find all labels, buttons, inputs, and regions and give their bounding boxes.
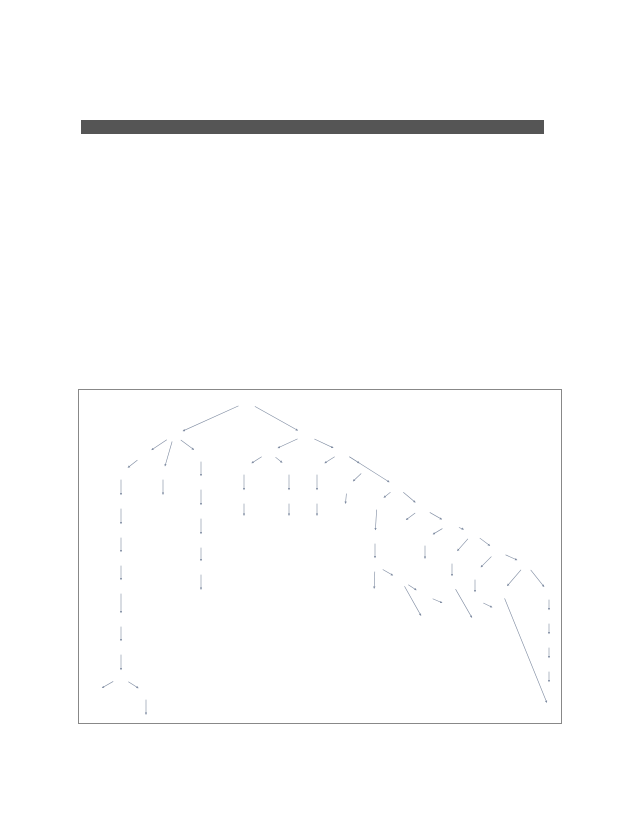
tree-edge bbox=[531, 570, 544, 587]
tree-edge bbox=[433, 529, 442, 535]
tree-edge bbox=[433, 599, 442, 603]
tree-edge bbox=[128, 682, 138, 688]
tree-edge bbox=[325, 457, 335, 463]
tree-edge bbox=[481, 557, 491, 567]
tree-edge bbox=[457, 539, 468, 551]
tree-edge bbox=[483, 603, 492, 607]
tree-edge bbox=[408, 585, 416, 590]
tree-edge bbox=[404, 586, 420, 615]
tree-edge bbox=[456, 589, 472, 617]
tree-edge bbox=[275, 457, 282, 462]
tree-edge bbox=[480, 538, 490, 546]
tree-edge bbox=[183, 406, 238, 431]
tree-edge bbox=[252, 457, 262, 463]
tree-edge bbox=[278, 439, 298, 448]
tree-edge bbox=[430, 512, 442, 519]
tree-edge bbox=[349, 457, 389, 482]
tree-edge bbox=[255, 406, 298, 430]
tree-edge bbox=[507, 570, 521, 586]
rules-table bbox=[81, 120, 544, 134]
tree-edge bbox=[165, 441, 172, 466]
tree-edge bbox=[459, 527, 464, 529]
tree-edge bbox=[383, 569, 393, 575]
tree-edge bbox=[128, 460, 137, 467]
tree-edge bbox=[384, 492, 391, 497]
tree-edge bbox=[403, 492, 415, 502]
decision-tree-svg bbox=[79, 390, 561, 723]
tree-edge bbox=[375, 510, 376, 530]
rule-code-cell bbox=[82, 133, 179, 134]
tree-edge bbox=[314, 439, 333, 448]
tree-edge bbox=[374, 572, 375, 589]
tree-edge bbox=[181, 440, 194, 450]
tree-edge bbox=[505, 598, 547, 702]
tree-edge bbox=[345, 494, 346, 504]
tree-edge bbox=[152, 440, 167, 450]
tree-edge bbox=[406, 513, 415, 520]
table-row bbox=[82, 133, 544, 134]
tree-edge bbox=[102, 681, 113, 687]
rule-relation-cell bbox=[179, 133, 544, 134]
decision-tree-figure bbox=[78, 389, 562, 724]
tree-edge bbox=[506, 555, 517, 560]
tree-edge bbox=[353, 474, 361, 482]
rules-table-body bbox=[82, 122, 544, 134]
